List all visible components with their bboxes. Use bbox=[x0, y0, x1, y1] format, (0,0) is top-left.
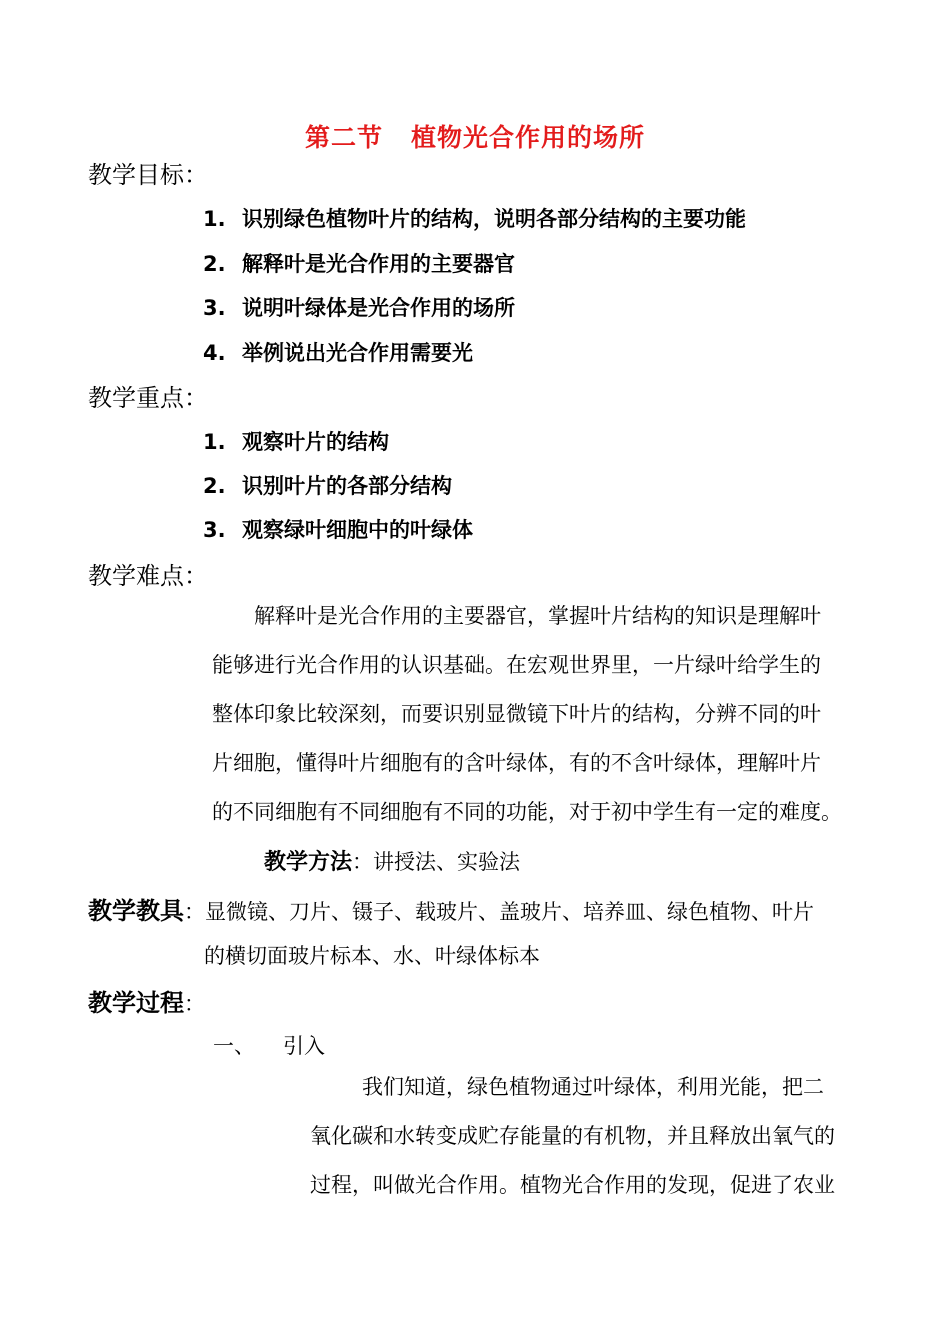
item-number: 3. bbox=[203, 518, 226, 542]
difficulties-heading: 教学难点： bbox=[88, 562, 208, 590]
item-text: 识别叶片的各部分结构 bbox=[242, 474, 452, 498]
difficulties-line: 解释叶是光合作用的主要器官，掌握叶片结构的知识是理解叶 bbox=[254, 604, 821, 628]
methods-line bbox=[264, 845, 520, 876]
methods-label: 教学方法 bbox=[264, 850, 353, 875]
objective-item bbox=[203, 248, 515, 278]
objective-item bbox=[203, 203, 746, 233]
section-heading bbox=[213, 1030, 325, 1060]
key-point-item bbox=[203, 514, 473, 544]
process-heading bbox=[88, 983, 205, 1018]
difficulties-line: 整体印象比较深刻，而要识别显微镜下叶片的结构，分辨不同的叶 bbox=[212, 702, 821, 726]
objective-item bbox=[203, 292, 515, 322]
item-text: 举例说出光合作用需要光 bbox=[242, 341, 473, 365]
intro-line: 过程，叫做光合作用。植物光合作用的发现，促进了农业 bbox=[310, 1173, 835, 1197]
item-text: 观察叶片的结构 bbox=[242, 430, 389, 454]
methods-value: 讲授法、实验法 bbox=[373, 850, 521, 874]
difficulties-line: 片细胞，懂得叶片细胞有的含叶绿体，有的不含叶绿体，理解叶片 bbox=[212, 751, 821, 775]
tools-label: 教学教具 bbox=[88, 897, 184, 925]
key-point-item bbox=[203, 470, 452, 500]
item-number: 2. bbox=[203, 252, 226, 276]
difficulties-line: 能够进行光合作用的认识基础。在宏观世界里，一片绿叶给学生的 bbox=[212, 653, 821, 677]
methods-colon: ： bbox=[352, 850, 374, 874]
objective-item bbox=[203, 337, 473, 367]
item-number: 4. bbox=[203, 341, 226, 365]
key-point-item bbox=[203, 426, 389, 456]
item-number: 2. bbox=[203, 474, 226, 498]
tools-line-1: ：显微镜、刀片、镊子、载玻片、盖玻片、培养皿、绿色植物、叶片 bbox=[184, 900, 814, 924]
item-number: 1. bbox=[203, 430, 226, 454]
key-points-heading: 教学重点： bbox=[88, 384, 208, 412]
section-title: 引入 bbox=[283, 1034, 325, 1058]
tools-line bbox=[88, 891, 814, 926]
tools-line-2: 的横切面玻片标本、水、叶绿体标本 bbox=[204, 944, 540, 968]
item-text: 识别绿色植物叶片的结构，说明各部分结构的主要功能 bbox=[242, 207, 746, 231]
difficulties-line: 的不同细胞有不同细胞有不同的功能，对于初中学生有一定的难度。 bbox=[212, 800, 842, 824]
item-text: 说明叶绿体是光合作用的场所 bbox=[242, 296, 515, 320]
intro-line: 氧化碳和水转变成贮存能量的有机物，并且释放出氧气的 bbox=[310, 1124, 835, 1148]
section-number: 一、 bbox=[213, 1034, 255, 1058]
title-section-name: 植物光合作用的场所 bbox=[411, 123, 646, 152]
process-label: 教学过程 bbox=[88, 989, 184, 1017]
item-text: 观察绿叶细胞中的叶绿体 bbox=[242, 518, 473, 542]
item-number: 3. bbox=[203, 296, 226, 320]
process-colon: ： bbox=[184, 992, 205, 1016]
item-number: 1. bbox=[203, 207, 226, 231]
objectives-heading: 教学目标： bbox=[88, 161, 208, 189]
intro-line: 我们知道，绿色植物通过叶绿体，利用光能，把二 bbox=[362, 1075, 824, 1099]
page-title bbox=[0, 118, 950, 154]
title-section-number: 第二节 bbox=[304, 123, 383, 152]
item-text: 解释叶是光合作用的主要器官 bbox=[242, 252, 515, 276]
